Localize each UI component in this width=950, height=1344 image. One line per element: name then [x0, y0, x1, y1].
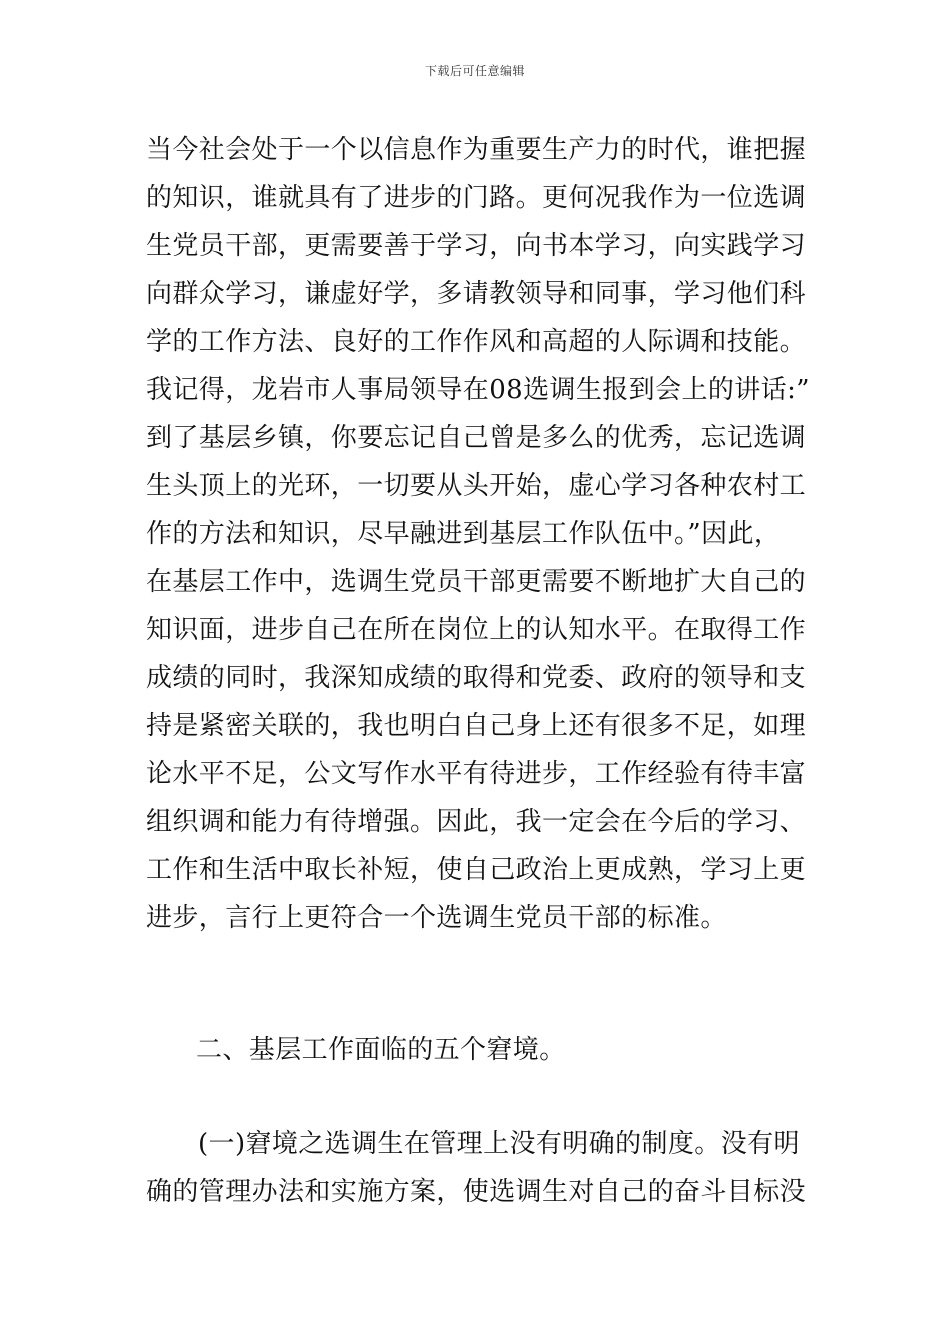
paragraph-line: 当今社会处于一个以信息作为重要生产力的时代，谁把握 — [146, 135, 807, 165]
paragraph-line: 作的方法和知识，尽早融进到基层工作队伍中。”因此， — [146, 519, 781, 549]
paragraph-body — [146, 126, 816, 942]
paragraph-line: 知识面，进步自己在所在岗位上的认知水平。在取得工作 — [146, 615, 807, 645]
paragraph-line: (一)窘境之选调生在管理上没有明确的制度。没有明 — [198, 1129, 800, 1159]
section-heading: 二、基层工作面临的五个窘境。 — [196, 1035, 566, 1065]
paragraph-line: 生党员干部，更需要善于学习，向书本学习，向实践学习 — [146, 231, 807, 261]
paragraph-line: 学的工作方法、良好的工作作风和高超的人际调和技能。 — [146, 327, 807, 357]
paragraph-line: 持是紧密关联的，我也明白自己身上还有很多不足，如理 — [146, 711, 807, 741]
paragraph-line: 生头顶上的光环，一切要从头开始，虚心学习各种农村工 — [146, 471, 807, 501]
paragraph-line: 到了基层乡镇，你要忘记自己曾是多么的优秀，忘记选调 — [146, 423, 807, 453]
paragraph-line: 确的管理办法和实施方案，使选调生对自己的奋斗目标没 — [146, 1177, 807, 1207]
paragraph-line: 成绩的同时，我深知成绩的取得和党委、政府的领导和支 — [146, 663, 807, 693]
subsection-paragraph — [146, 1120, 816, 1216]
paragraph-line: 论水平不足，公文写作水平有待进步，工作经验有待丰富 — [146, 759, 807, 789]
paragraph-line: 工作和生活中取长补短，使自己政治上更成熟，学习上更 — [146, 855, 807, 885]
paragraph-line: 在基层工作中，选调生党员干部更需要不断地扩大自己的 — [146, 567, 807, 597]
paragraph-line: 向群众学习，谦虚好学，多请教领导和同事，学习他们科 — [146, 279, 807, 309]
paragraph-line: 组织调和能力有待增强。因此，我一定会在今后的学习、 — [146, 807, 807, 837]
paragraph-line: 的知识，谁就具有了进步的门路。更何况我作为一位选调 — [146, 183, 807, 213]
header-note: 下载后可任意编辑 — [424, 64, 525, 78]
paragraph-line: 进步，言行上更符合一个选调生党员干部的标准。 — [146, 903, 727, 933]
paragraph-line: 我记得，龙岩市人事局领导在08选调生报到会上的讲话:” — [146, 375, 810, 405]
